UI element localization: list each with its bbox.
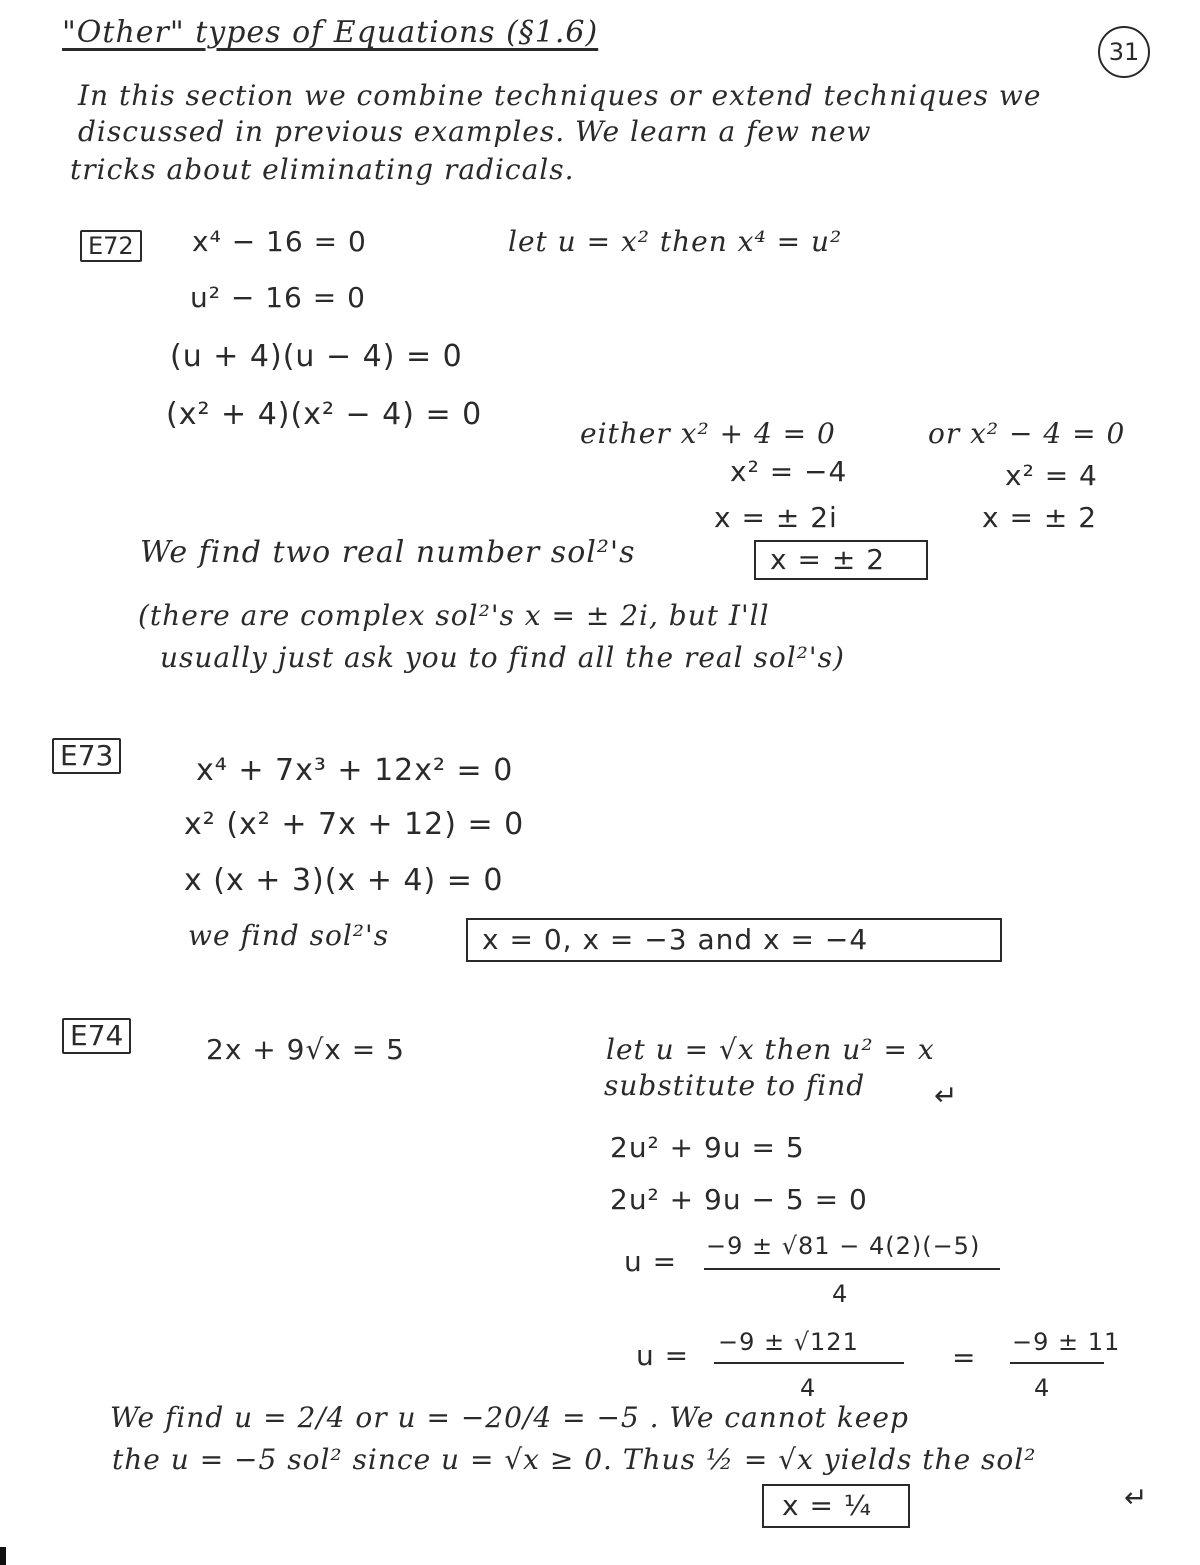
page-title: "Other" types of Equations (§1.6) <box>62 15 599 50</box>
e73-find-text: we find sol²'s <box>188 919 390 952</box>
e74-equation-1: 2x + 9√x = 5 <box>206 1033 405 1066</box>
e72-note-line-1: (there are complex sol²'s x = ± 2i, but I'll <box>138 599 770 632</box>
intro-line-1: In this section we combine techniques or extend techniques we <box>78 79 1042 112</box>
e72-right-step-2: x = ± 2 <box>982 501 1098 534</box>
e72-equation-3: (u + 4)(u − 4) = 0 <box>170 339 463 374</box>
scan-edge-mark <box>0 1547 6 1565</box>
e72-either-case: either x² + 4 = 0 <box>580 417 836 450</box>
e74-step-2: 2u² + 9u − 5 = 0 <box>610 1183 868 1216</box>
curved-arrow-icon: ↵ <box>934 1079 959 1112</box>
e74-u-equals-2: u = <box>636 1339 690 1372</box>
e72-substitution: let u = x² then x⁴ = u² <box>508 225 843 258</box>
e74-denominator-3: 4 <box>1034 1374 1051 1402</box>
e72-note-line-2: usually just ask you to find all the real sol²'s) <box>160 641 845 674</box>
e74-step-1: 2u² + 9u = 5 <box>610 1131 805 1164</box>
example-label-e72: E72 <box>80 230 142 262</box>
e74-numerator-2: −9 ± √121 <box>718 1328 859 1356</box>
e74-quadratic-numerator: −9 ± √81 − 4(2)(−5) <box>706 1232 981 1260</box>
e72-equation-4: (x² + 4)(x² − 4) = 0 <box>166 397 483 432</box>
example-label-e73: E73 <box>52 738 121 774</box>
e72-find-text: We find two real number sol²'s <box>140 535 636 570</box>
e74-answer: x = ¼ <box>782 1489 872 1522</box>
e74-u-equals-1: u = <box>624 1245 678 1278</box>
e73-equation-3: x (x + 3)(x + 4) = 0 <box>184 863 504 898</box>
page-number: 31 <box>1098 26 1150 78</box>
e72-left-step-2: x = ± 2i <box>714 501 838 534</box>
e74-since-line: the u = −5 sol² since u = √x ≥ 0. Thus ½ = √x yields the sol² <box>112 1443 1037 1476</box>
e72-equation-2: u² − 16 = 0 <box>190 281 366 314</box>
e73-answer: x = 0, x = −3 and x = −4 <box>482 923 869 956</box>
e74-numerator-3: −9 ± 11 <box>1012 1328 1121 1356</box>
intro-line-3: tricks about eliminating radicals. <box>70 153 575 186</box>
e72-answer-box <box>754 540 928 580</box>
e73-equation-2: x² (x² + 7x + 12) = 0 <box>184 807 525 842</box>
e72-answer: x = ± 2 <box>770 543 886 576</box>
e72-left-step-1: x² = −4 <box>730 455 848 488</box>
e72-equation-1: x⁴ − 16 = 0 <box>192 225 367 258</box>
e73-equation-1: x⁴ + 7x³ + 12x² = 0 <box>196 753 514 788</box>
intro-line-2: discussed in previous examples. We learn a few new <box>78 115 872 148</box>
e74-let-line: let u = √x then u² = x <box>606 1033 935 1066</box>
e74-equals-sign: = <box>952 1341 977 1374</box>
curved-arrow-icon-2: ↵ <box>1124 1481 1149 1514</box>
e74-find-line: We find u = 2/4 or u = −20/4 = −5 . We cannot keep <box>110 1401 909 1434</box>
e74-fraction-bar-1 <box>704 1268 1000 1270</box>
e74-substitute-line: substitute to find <box>604 1069 866 1102</box>
e72-or-case: or x² − 4 = 0 <box>928 417 1126 450</box>
e74-fraction-bar-3 <box>1010 1362 1104 1364</box>
e74-denominator-2: 4 <box>800 1374 817 1402</box>
example-label-e74: E74 <box>62 1018 131 1054</box>
e74-answer-box <box>762 1484 910 1528</box>
e74-quadratic-denominator: 4 <box>832 1280 849 1308</box>
e74-fraction-bar-2 <box>714 1362 904 1364</box>
e73-answer-box <box>466 918 1002 962</box>
e72-right-step-1: x² = 4 <box>1005 459 1098 492</box>
